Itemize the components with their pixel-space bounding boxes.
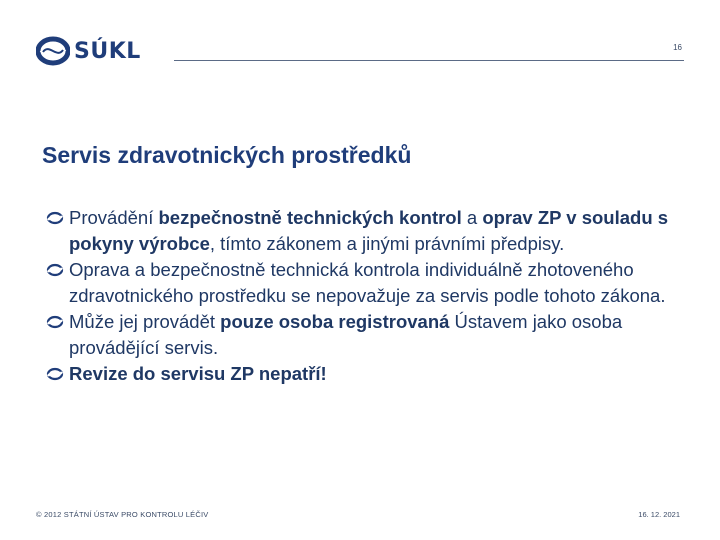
bullet-emphasis: pouze osoba registrovaná [220,311,450,332]
bullet-list [46,205,686,387]
bullet-emphasis: bezpečnostně technických kontrol [158,207,462,228]
swirl-bullet-icon [46,211,64,225]
bullet-text [69,309,686,361]
bullet-item [46,309,686,361]
bullet-emphasis: oprav ZP v souladu s pokyny výrobce [69,207,669,254]
swirl-bullet-icon [46,263,64,277]
slide-number: 16 [673,43,682,52]
bullet-text [69,361,686,387]
bullet-text [69,205,686,257]
bullet-segment: a [461,207,483,228]
bullet-emphasis: Revize do servisu ZP nepatří! [69,363,327,384]
bullet-item [46,205,686,257]
bullet-segment: Ústavem jako osoba provádějící servis. [69,311,623,358]
sukl-logo [36,34,141,68]
slide-title: Servis zdravotnických prostředků [42,142,412,168]
header-divider [174,60,684,61]
bullet-item [46,361,686,387]
bullet-text [69,257,686,309]
footer-date: 16. 12. 2021 [638,510,680,519]
bullet-item [46,257,686,309]
bullet-segment: Oprava a bezpečnostně technická kontrola individuálně zhotoveného zdravotnického prostředku se nepovažuje za servis podle tohoto zákona. [69,259,666,306]
swirl-bullet-icon [46,315,64,329]
sukl-logo-icon [36,34,70,68]
logo-text: SÚKL [74,38,141,64]
footer-copyright: © 2012 STÁTNÍ ÚSTAV PRO KONTROLU LÉČIV [36,510,209,519]
bullet-segment: Provádění [69,207,159,228]
bullet-segment: Může jej provádět [69,311,221,332]
bullet-segment: , tímto zákonem a jinými právními předpisy. [209,233,565,254]
swirl-bullet-icon [46,367,64,381]
